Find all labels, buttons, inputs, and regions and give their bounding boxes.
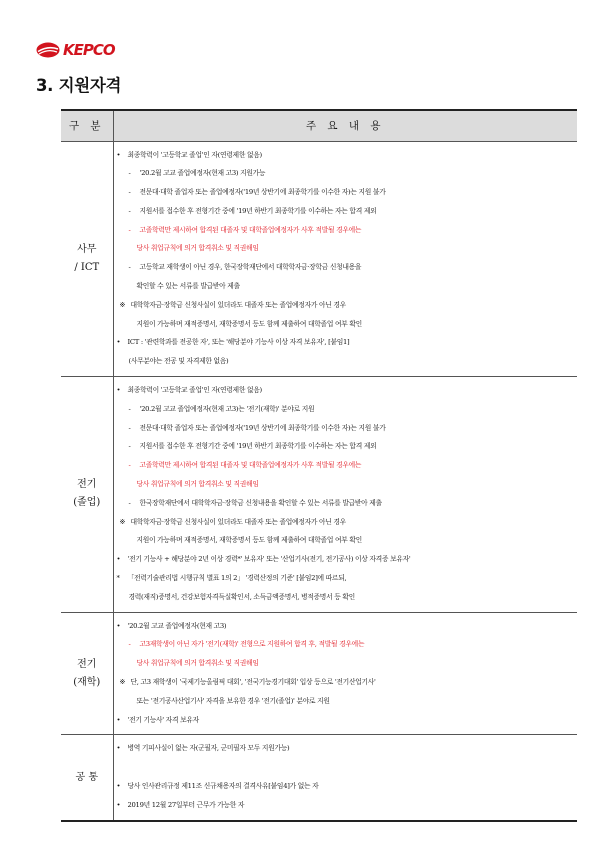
bullet-marker: - [128, 461, 131, 470]
line-text: 지원서를 접수한 후 전형기간 중에 '19년 하반기 최종학기를 이수하는 자는 합격 제외 [139, 442, 377, 451]
line-text: ICT : '관련학과를 전공한 자', 또는 '해당분야 기능사 이상 자격 보유자', [붙임1] [127, 338, 350, 347]
content-line [117, 475, 574, 494]
line-text: 전문대·대학 졸업자 또는 졸업예정자('19년 상반기에 최종학기를 이수한 자)는 지원 불가 [139, 423, 386, 432]
line-text: 한국장학재단에서 대학학자금·장학금 신청내용을 확인할 수 있는 서류를 발급받아 제출 [139, 498, 382, 507]
content-line [117, 673, 574, 692]
line-text: 단, 고3 재학생이 '국제기능올림픽 대회', '전국기능경기대회' 입상 등으로 '전기산업기사' [130, 678, 376, 687]
bullet-marker: * [116, 574, 120, 583]
category-label: 전기 [77, 658, 97, 670]
category-label: (졸업) [73, 497, 101, 509]
bullet-marker: - [128, 225, 131, 234]
line-text: 병역 기피사실이 없는 자(군필자, 군미필자 모두 지원가능) [127, 744, 290, 753]
content-line [117, 183, 574, 202]
content-line [117, 400, 574, 419]
content-line [117, 202, 574, 221]
content-line [117, 164, 574, 183]
content-line [117, 758, 574, 777]
line-text: 「전력기술관리법 시행규칙 별표 1의 2」 '경력산정의 기준' [붙임2]에 따르되, [127, 574, 347, 583]
bullet-marker: - [128, 263, 131, 272]
content-line [117, 437, 574, 456]
content-line [117, 494, 574, 513]
content-line [117, 381, 574, 400]
line-text: 또는 '전기공사산업기사' 자격을 보유한 경우 '전기(졸업)' 분야로 지원 [136, 696, 330, 705]
content-line [117, 777, 574, 796]
category-label: 공 통 [75, 771, 98, 783]
row-common [61, 735, 577, 821]
kepco-logo [36, 42, 115, 58]
bullet-marker: • [116, 782, 121, 790]
line-text: 당사 취업규칙에 의거 합격취소 및 직권해임 [136, 244, 259, 253]
bullet-marker: • [116, 744, 121, 753]
content-cell [113, 735, 577, 821]
content-line [117, 692, 574, 711]
content-line [117, 654, 574, 673]
category-cell [61, 141, 113, 377]
content-cell [113, 612, 577, 735]
content-line [117, 315, 574, 334]
line-text: 당사 취업규칙에 의거 합격취소 및 직권해임 [136, 480, 259, 489]
line-text: '20.2월 고교 졸업예정자(현재 고3) [127, 621, 227, 630]
line-text: 경력(재직)증명서, 건강보험자격득실확인서, 소득금액증명서, 병적증명서 등 확인 [128, 592, 355, 601]
line-text: 최종학력이 '고등학교 졸업'인 자(연령제한 없음) [127, 150, 262, 159]
line-text: 당사 취업규칙에 의거 합격취소 및 직권해임 [136, 659, 259, 668]
category-label: 사무 [77, 243, 97, 255]
bullet-marker: • [116, 338, 121, 347]
line-text: 고졸학력만 제시하여 합격된 대졸자 및 대학졸업예정자가 사후 적발될 경우에는 [139, 461, 362, 470]
content-line [117, 352, 574, 371]
content-line [117, 419, 574, 438]
line-text: '20.2월 고교 졸업예정자(현재 고3) 지원가능 [139, 169, 266, 178]
bullet-marker: • [116, 386, 121, 395]
content-line [117, 550, 574, 569]
line-text: 대학학자금·장학금 신청사실이 있더라도 대졸자 또는 졸업예정자가 아닌 경우 [130, 517, 346, 526]
header-category: 구 분 [61, 110, 113, 141]
content-line [117, 531, 574, 550]
line-text: 지원서를 접수한 후 전형기간 중에 '19년 하반기 최종학기를 이수하는 자는 합격 제외 [139, 206, 377, 215]
bullet-marker: • [116, 555, 121, 564]
bullet-marker: - [128, 169, 131, 178]
content-cell [113, 377, 577, 613]
content-line [117, 711, 574, 730]
content-line [117, 617, 574, 636]
line-text: 지원이 가능하며 재적증명서, 재학증명서 등도 함께 제출하여 대학졸업 여부 확인 [136, 536, 362, 545]
category-cell [61, 377, 113, 613]
content-line [117, 296, 574, 315]
content-line [117, 239, 574, 258]
line-text: '전기 기능사 + 해당분야 2년 이상 경력*' 보유자' 또는 '산업기사(전기, 전기공사) 이상 자격증 보유자' [127, 555, 411, 564]
content-line [117, 796, 574, 815]
content-line [117, 146, 574, 165]
bullet-marker: - [128, 640, 131, 649]
category-cell [61, 735, 113, 821]
content-line [117, 333, 574, 352]
category-label: (재학) [73, 676, 101, 688]
line-text: 지원이 가능하며 재적증명서, 재학증명서 등도 함께 제출하여 대학졸업 여부 확인 [136, 319, 362, 328]
content-cell [113, 141, 577, 377]
line-text: 확인할 수 있는 서류를 발급받아 제출 [136, 282, 240, 291]
bullet-marker: ※ [119, 517, 125, 526]
bullet-marker: • [116, 621, 121, 630]
content-line [117, 569, 574, 588]
bullet-marker: • [116, 800, 121, 809]
row-office-ict [61, 141, 577, 377]
qualification-table [61, 109, 577, 822]
line-text: 전문대·대학 졸업자 또는 졸업예정자('19년 상반기에 최종학기를 이수한 자)는 지원 불가 [139, 188, 386, 197]
content-line [117, 513, 574, 532]
bullet-marker: - [128, 442, 131, 451]
category-label: / ICT [74, 261, 100, 273]
header-content: 주 요 내 용 [113, 110, 577, 141]
content-line [117, 456, 574, 475]
content-line [117, 739, 574, 758]
content-line [117, 635, 574, 654]
line-text: 고졸학력만 제시하여 합격된 대졸자 및 대학졸업예정자가 사후 적발될 경우에는 [139, 225, 362, 234]
content-line [117, 588, 574, 607]
line-text: (사무분야는 전공 및 자격제한 없음) [128, 357, 229, 366]
content-line [117, 221, 574, 240]
line-text: 최종학력이 '고등학교 졸업'인 자(연령제한 없음) [127, 386, 262, 395]
bullet-marker: - [128, 188, 131, 197]
bullet-marker: • [116, 150, 121, 159]
line-text: 2019년 12월 27일부터 근무가 가능한 자 [127, 800, 245, 809]
logo-text: KEPCO [63, 41, 115, 59]
bullet-marker: - [128, 423, 131, 432]
line-text: '20.2월 고교 졸업예정자(현재 고3)는 '전기(재학)' 분야로 지원 [139, 404, 315, 413]
bullet-marker: • [116, 715, 121, 724]
content-line [117, 258, 574, 277]
line-text: 고3재학생이 아닌 자가 '전기(재학)' 전형으로 지원하여 합격 후, 적발될 경우에는 [139, 640, 365, 649]
bullet-marker: ※ [119, 678, 125, 687]
category-label: 전기 [77, 479, 97, 491]
line-text: 당사 인사관리규정 제11조 신규채용자의 결격사유[붙임4]가 없는 자 [127, 782, 319, 790]
bullet-marker: - [128, 498, 131, 507]
section-heading: 3. 지원자격 [36, 76, 122, 95]
bullet-marker: ※ [119, 300, 125, 309]
line-text: '전기 기능사' 자격 보유자 [127, 715, 199, 724]
line-text: 고등학교 재학생이 아닌 경우, 한국장학재단에서 대학학자금·장학금 신청내용을 [139, 263, 362, 272]
bullet-marker: - [128, 206, 131, 215]
row-electric-graduate [61, 377, 577, 613]
kepco-emblem-icon [36, 42, 60, 58]
content-line [117, 277, 574, 296]
bullet-marker: - [128, 404, 131, 413]
row-electric-student [61, 612, 577, 735]
line-text: 대학학자금·장학금 신청사실이 있더라도 대졸자 또는 졸업예정자가 아닌 경우 [130, 300, 346, 309]
category-cell [61, 612, 113, 735]
